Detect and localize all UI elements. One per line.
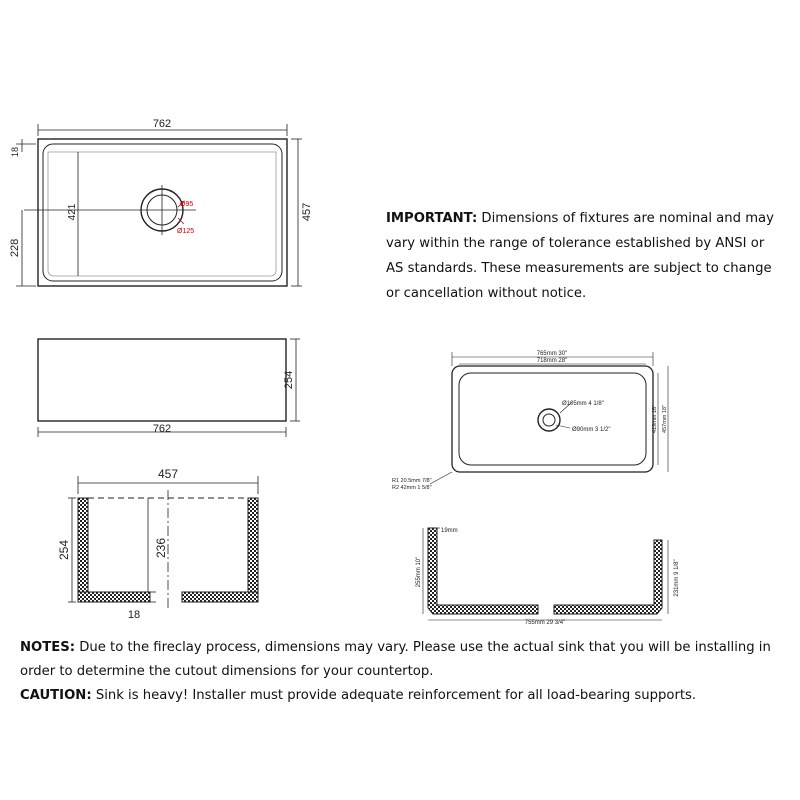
profile-view (423, 528, 668, 620)
section-thickness-label: 18 (127, 609, 141, 621)
important-label: IMPORTANT: (386, 211, 478, 226)
plan-radius2-label: R2 42mm 1 5/8" (392, 485, 432, 491)
plan-drain-inner (543, 414, 555, 426)
section-right-wall (248, 498, 258, 602)
drain-inner-label: Ø125 (177, 228, 195, 235)
important-note (386, 206, 781, 306)
caution-text: Sink is heavy! Installer must provide adequate reinforcement for all load-bearing supports. (91, 688, 697, 703)
notes-paragraph (20, 636, 790, 684)
notes-text: Due to the fireclay process, dimensions may vary. Please use the actual sink that you will be installing in order to determine the cutout dimensions for your countertop. (20, 640, 771, 679)
front-width-label: 762 (152, 423, 172, 435)
front-height-label: 254 (283, 370, 295, 390)
profile-right-wall (554, 540, 662, 614)
section-height-label: 254 (57, 539, 71, 561)
caution-label: CAUTION: (20, 688, 92, 703)
top-height-label: 457 (301, 202, 313, 222)
top-view-basin (43, 144, 282, 281)
plan-inner-height-label: 419mm 16" (652, 405, 658, 433)
section-floor-left (78, 592, 150, 602)
plan-radius1-label: R1 20.5mm 7/8" (392, 478, 432, 484)
rim-label: 18 (10, 146, 20, 158)
profile-left-wall (428, 528, 538, 614)
section-floor-right (182, 592, 258, 602)
front-view-outline (38, 339, 286, 421)
drain-offset-label: 228 (9, 238, 21, 258)
plan-view (430, 352, 668, 484)
important-text: Dimensions of fixtures are nominal and may vary within the range of tolerance established by ANSI or AS standards. These measurements are subject to change or cancellation without notice. (386, 211, 774, 301)
notes-label: NOTES: (20, 640, 76, 655)
plan-drain-outer-label: Ø105mm 4 1/8" (562, 401, 604, 407)
top-view (16, 124, 302, 286)
profile-width-label: 755mm 29 3/4" (524, 620, 566, 626)
bottom-notes (20, 636, 790, 708)
drain-outer-label: Ø95 (180, 201, 194, 208)
top-width-label: 762 (152, 118, 172, 130)
caution-paragraph (20, 684, 790, 708)
plan-outer-width-label: 765mm 30" (536, 351, 568, 357)
profile-rim-label: 19mm (441, 528, 458, 534)
section-inner-depth-label: 236 (154, 537, 168, 559)
plan-drain-inner-label: Ø90mm 3 1/2" (572, 427, 611, 433)
plan-outer-height-label: 457mm 18" (662, 405, 668, 433)
profile-right-height-label: 231mm 9 1/8" (674, 559, 680, 597)
section-left-wall (78, 498, 88, 602)
profile-left-height-label: 255mm 10" (416, 556, 422, 588)
top-inner-height-label: 421 (67, 203, 78, 221)
plan-inner-width-label: 718mm 28" (536, 358, 568, 364)
plan-outline (452, 366, 653, 472)
plan-drain-outer (538, 409, 560, 431)
section-width-label: 457 (157, 467, 179, 481)
plan-basin (459, 373, 646, 465)
